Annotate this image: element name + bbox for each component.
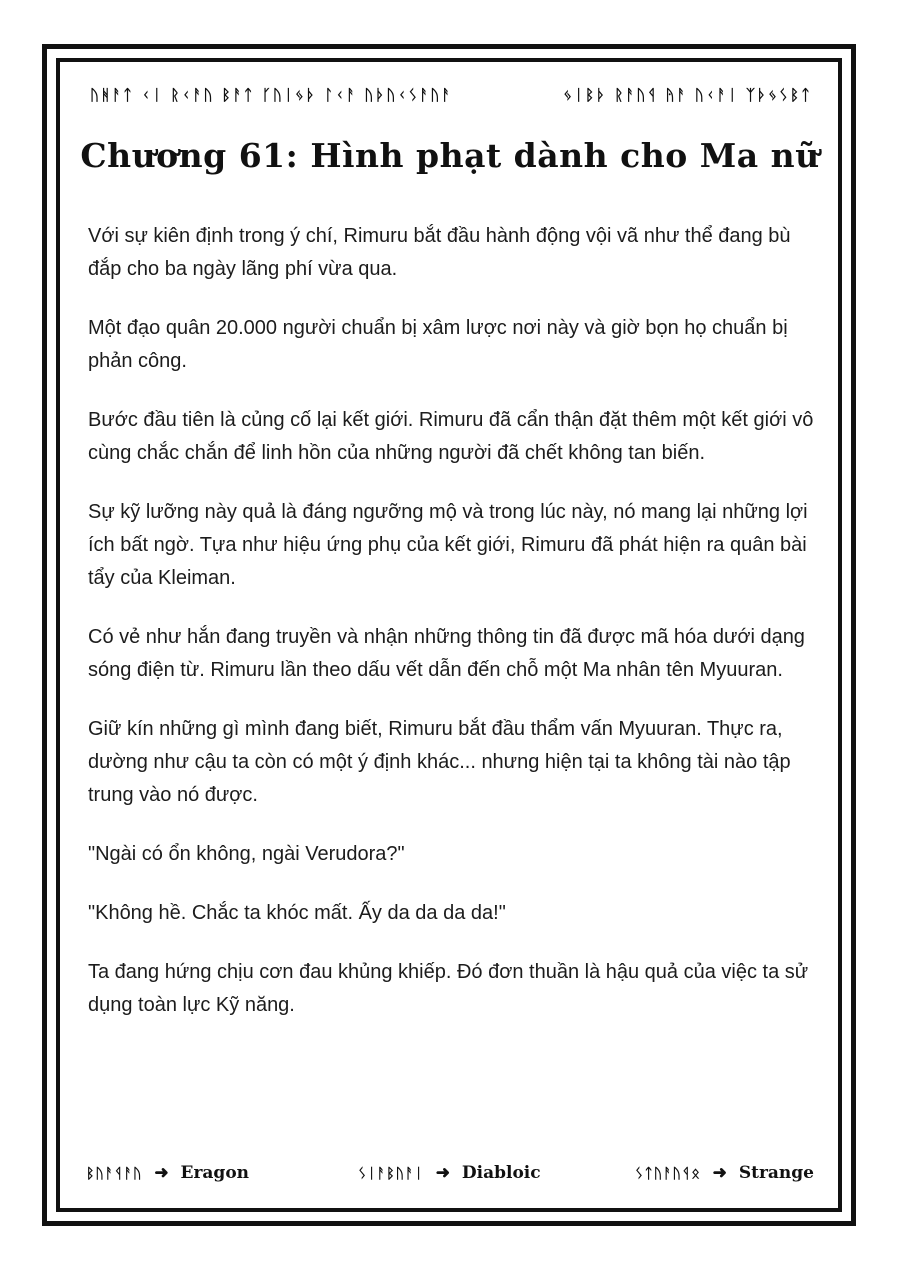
credit-glyph: ᛒᚢᚨᛩᚨᚢ bbox=[86, 1166, 143, 1182]
footer-credit-strange bbox=[635, 1163, 814, 1183]
arrow-right-icon: ➜ bbox=[712, 1163, 727, 1183]
paragraph: "Ngài có ổn không, ngài Verudora?" bbox=[88, 843, 405, 865]
paragraph: Có vẻ như hắn đang truyền và nhận những thông tin đã được mã hóa dưới dạng sóng điện từ. Rimuru lần theo dấu vết dẫn đến chỗ một Ma nhân tên Myuuran. bbox=[88, 626, 805, 681]
paragraph: Sự kỹ lưỡng này quả là đáng ngưỡng mộ và trong lúc này, nó mang lại những lợi ích bất ngờ. Tựa như hiệu ứng phụ của kết giới, Rimuru đã phát hiện ra quân bài tẩy của Kleiman. bbox=[88, 501, 808, 589]
credit-glyph: ᛊᛏᚢᚨᚢᛩᛟ bbox=[634, 1166, 701, 1182]
paragraph: Bước đầu tiên là củng cố lại kết giới. Rimuru đã cẩn thận đặt thêm một kết giới vô cùng chắc chắn để linh hồn của những người đã chết không tan biến. bbox=[88, 409, 814, 464]
chapter-title: Chương 61: Hình phạt dành cho Ma nữ bbox=[80, 136, 820, 175]
paragraph: Với sự kiên định trong ý chí, Rimuru bắt đầu hành động vội vã như thể đang bù đắp cho ba ngày lãng phí vừa qua. bbox=[88, 225, 791, 280]
credit-glyph: ᛊᛁᚨᛒᚢᚨᛁ bbox=[358, 1166, 424, 1182]
chapter-body bbox=[88, 220, 818, 1048]
paragraph: Giữ kín những gì mình đang biết, Rimuru bắt đầu thẩm vấn Myuuran. Thực ra, dường như cậu ta còn có một ý định khác... nhưng hiện tại ta không tài nào tập trung vào nó được. bbox=[88, 718, 791, 806]
arrow-right-icon: ➜ bbox=[435, 1163, 450, 1183]
header-decoration-left: ᚢᚻᚨᛏ ᚲᛁ ᚱᚲᚨᚢ ᛒᚨᛏ ᚴᚢᛁᛃᚦ ᛚᚲᚨ ᚢᚦᚢᚲᛊᚨᚢᚨ bbox=[90, 86, 453, 104]
credit-name: Eragon bbox=[180, 1163, 250, 1183]
footer-credit-eragon bbox=[86, 1163, 249, 1183]
paragraph: "Không hề. Chắc ta khóc mất. Ấy da da da da!" bbox=[88, 902, 506, 924]
footer-credit-diabloic bbox=[358, 1163, 541, 1183]
credit-name: Strange bbox=[738, 1163, 814, 1183]
paragraph: Một đạo quân 20.000 người chuẩn bị xâm lược nơi này và giờ bọn họ chuẩn bị phản công. bbox=[88, 317, 788, 372]
credit-name: Diabloic bbox=[461, 1163, 541, 1183]
header-decoration-right: ᛃᛁᛒᚦ ᚱᚨᚢᛩ ᚤᚨ ᚢᚲᚨᛁ ᛉᚦᛃᛊᛒᛏ bbox=[563, 86, 812, 104]
paragraph: Ta đang hứng chịu cơn đau khủng khiếp. Đó đơn thuần là hậu quả của việc ta sử dụng toàn lực Kỹ năng. bbox=[88, 961, 809, 1016]
arrow-right-icon: ➜ bbox=[154, 1163, 169, 1183]
